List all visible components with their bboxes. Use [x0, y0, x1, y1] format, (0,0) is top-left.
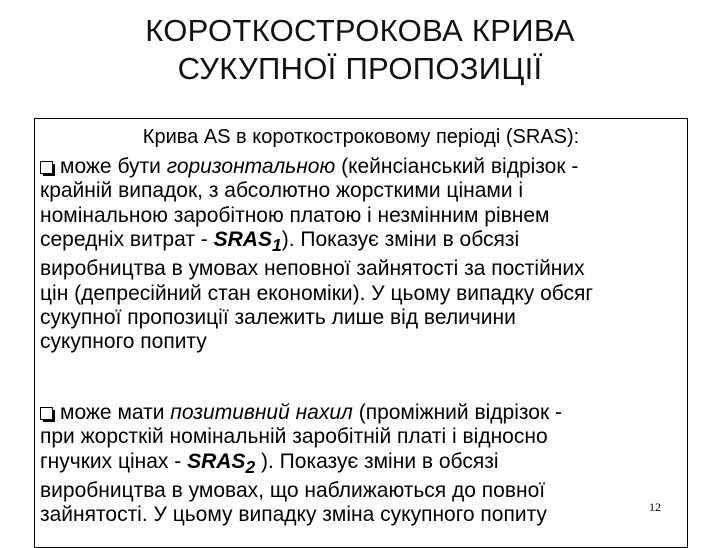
title-line-1: КОРОТКОСТРОКОВА КРИВА: [145, 13, 575, 48]
bullet-paragraph-2: [40, 401, 688, 528]
text: гнучких цінах -: [40, 449, 188, 473]
content-panel: [34, 118, 688, 548]
text: (кейнсіанський відрізок -: [335, 155, 579, 178]
text-line: при жорсткій номінальній заробітній платі і відносно: [40, 425, 548, 449]
text: (проміжний відрізок -: [352, 401, 562, 424]
text-line: виробництва в умовах, що наближаються до повної: [40, 479, 546, 503]
slide-title: [0, 12, 720, 88]
subtitle: Крива AS в короткостроковому періоді (SRAS):: [142, 126, 580, 148]
text: може бути: [60, 155, 167, 178]
emphasis: горизонтальною: [166, 155, 336, 178]
sras1-label: SRAS: [213, 227, 272, 251]
page-number: 12: [649, 500, 661, 514]
checkbox-square-icon: [40, 407, 53, 420]
subscript: 1: [271, 235, 282, 256]
text-line: зайнятості. У цьому випадку зміна сукупного попиту: [40, 503, 547, 527]
sras2-label: SRAS: [187, 449, 246, 473]
text: може мати: [60, 401, 171, 424]
text-line: крайній випадок, з абсолютно жорсткими цінами і: [40, 179, 524, 203]
text-line: сукупної пропозиції залежить лише від величини: [40, 305, 516, 329]
title-line-2: СУКУПНОЇ ПРОПОЗИЦІЇ: [177, 51, 543, 86]
text: ). Показує зміни в обсязі: [255, 449, 499, 473]
subscript: 2: [245, 456, 256, 477]
emphasis: позитивний нахил: [170, 401, 353, 424]
text: середніх витрат -: [40, 227, 214, 251]
checkbox-square-icon: [40, 161, 53, 174]
text-line: виробництва в умовах неповної зайнятості за постійних: [40, 257, 585, 281]
text-line: сукупного попиту: [40, 330, 207, 354]
text-line: цін (депресійний стан економіки). У цьому випадку обсяг: [40, 281, 594, 305]
text: ). Показує зміни в обсязі: [281, 227, 520, 251]
text-line: номінальною заробітною платою і незмінним рівнем: [40, 203, 550, 227]
bullet-paragraph-1: [40, 155, 688, 355]
